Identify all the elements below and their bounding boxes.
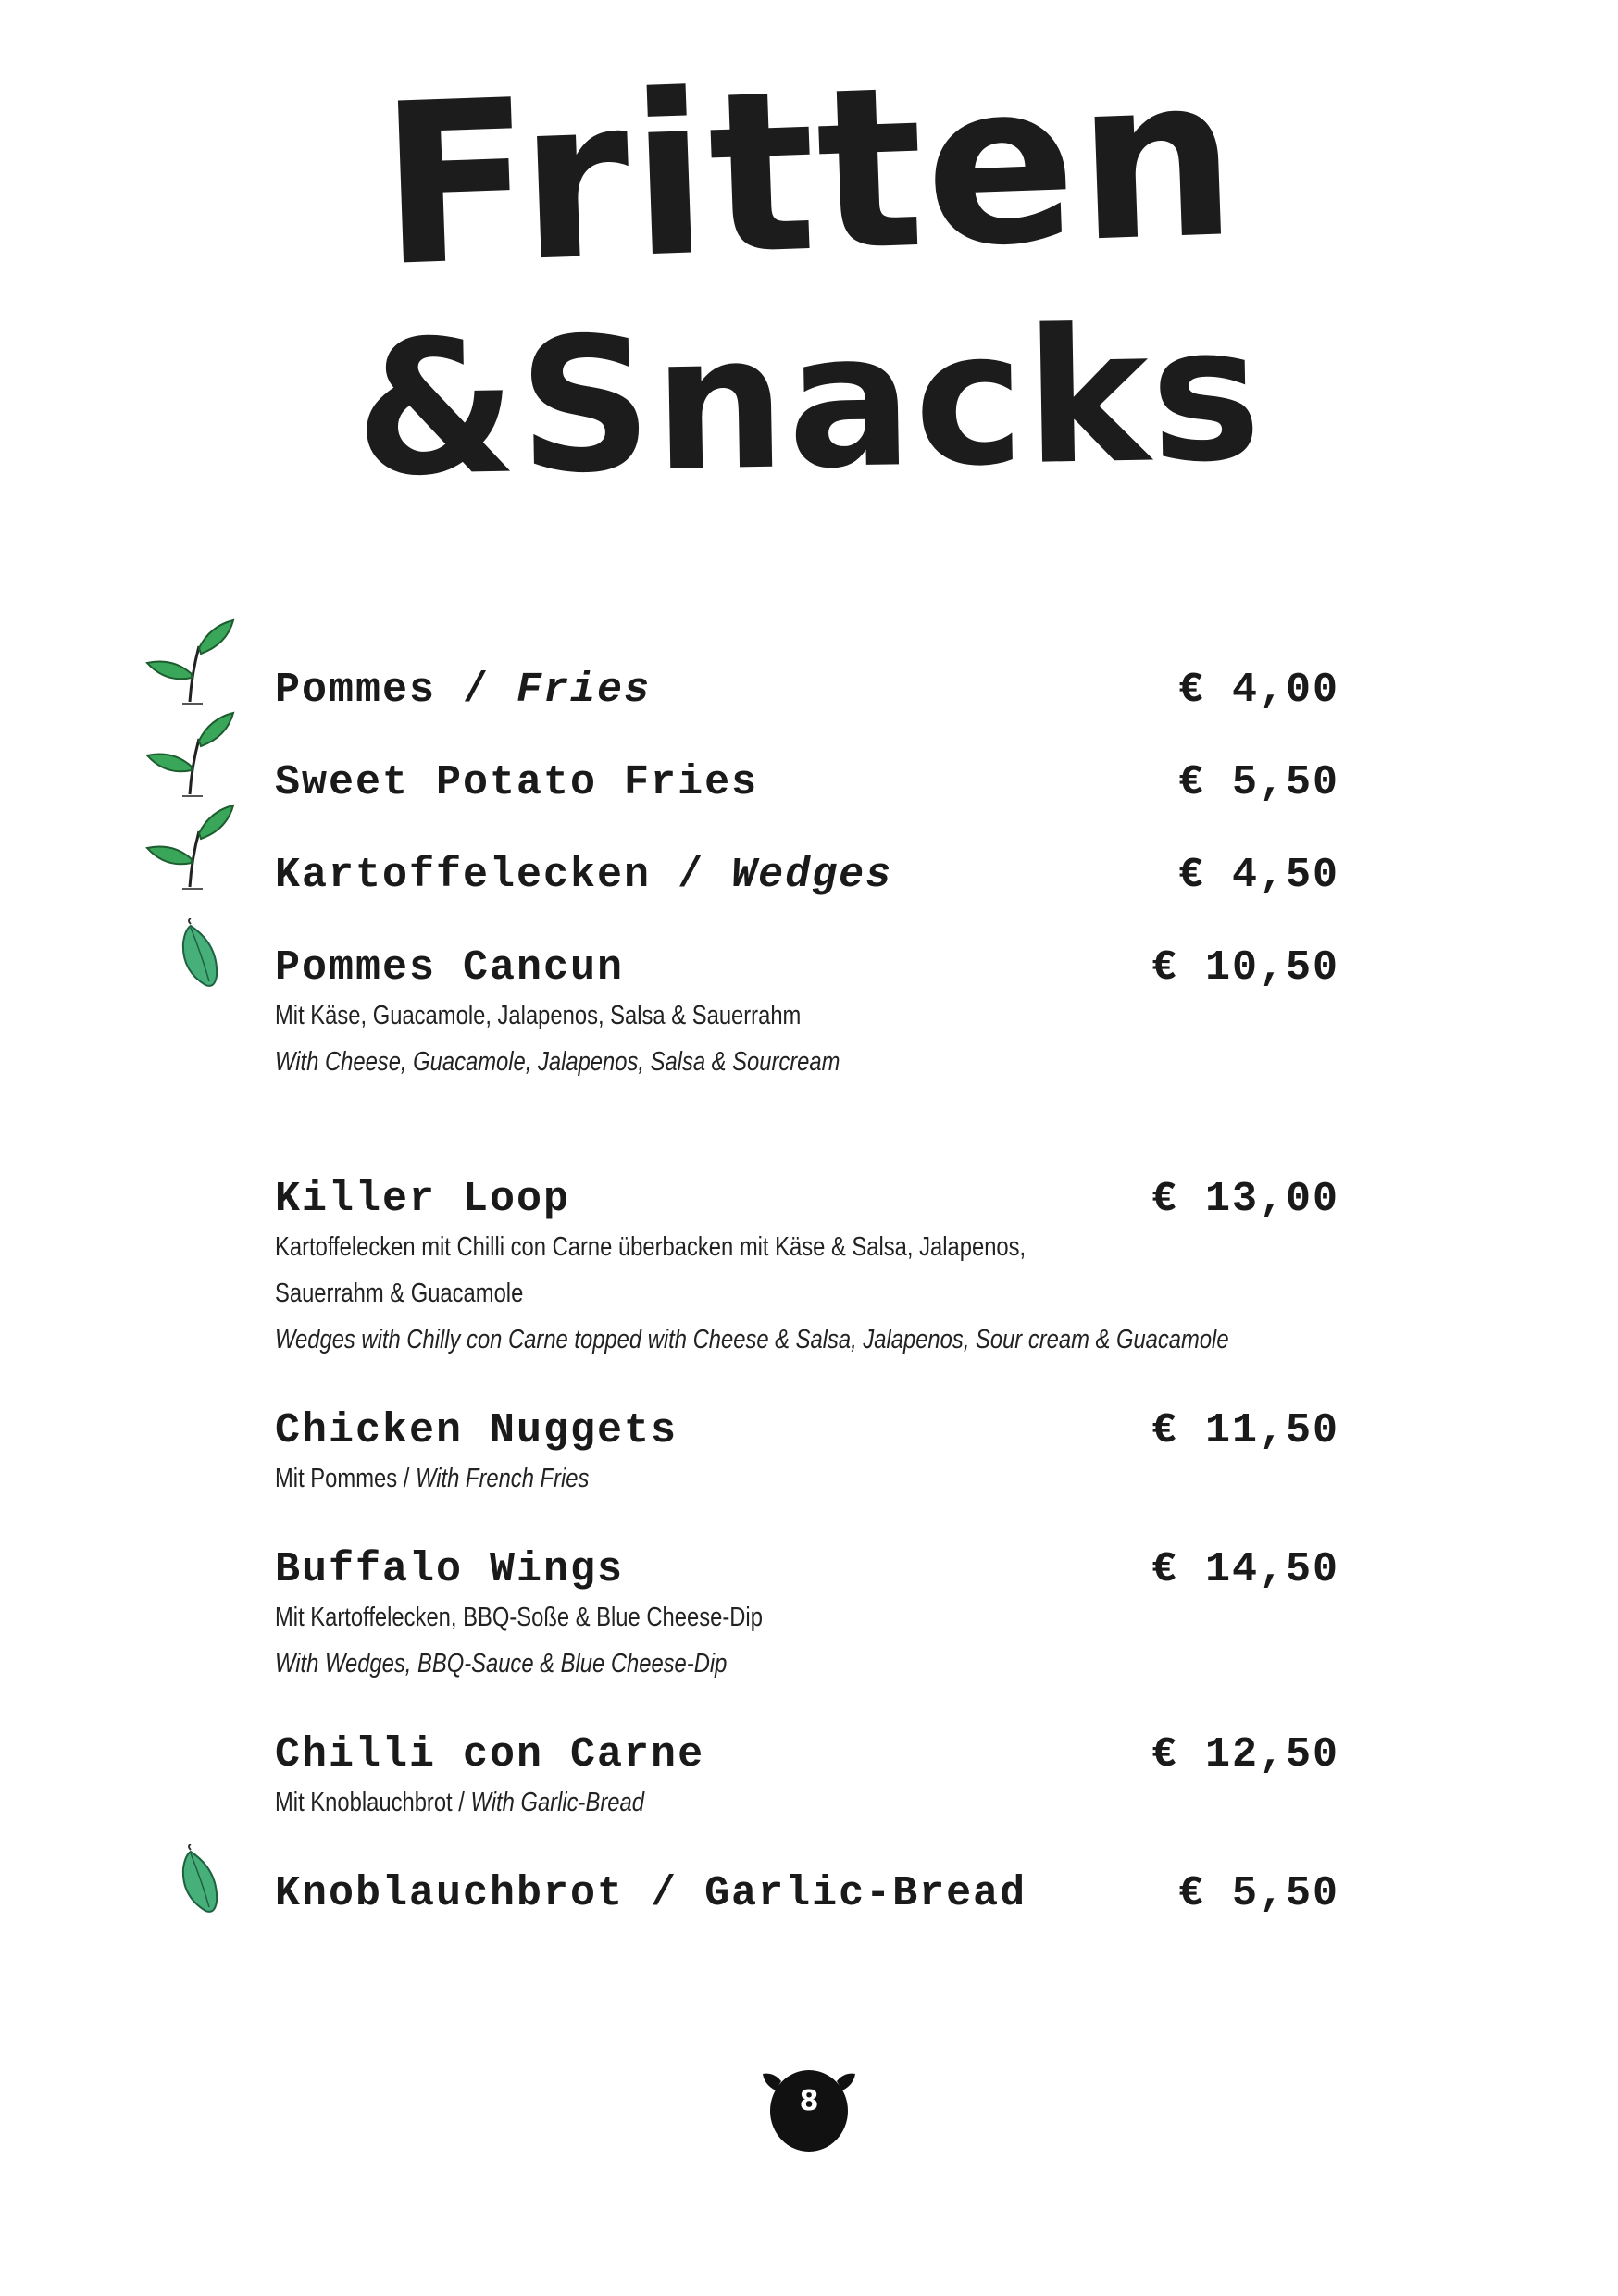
menu-item	[275, 852, 1339, 944]
item-name: Chicken Nuggets	[275, 1407, 678, 1454]
item-price: € 5,50	[1177, 759, 1339, 806]
menu-item	[275, 944, 1339, 1176]
item-description-de: Kartoffelecken mit Chilli con Carne überbacken mit Käse & Salsa, Jalapenos,	[275, 1232, 1027, 1262]
item-price: € 13,00	[1151, 1176, 1339, 1223]
sprout-icon	[145, 618, 238, 711]
item-price: € 4,50	[1177, 852, 1339, 899]
menu-item	[275, 759, 1339, 852]
leaf-icon	[178, 1844, 222, 1916]
item-description-de: Mit Kartoffelecken, BBQ-Soße & Blue Cheese-Dip	[275, 1603, 763, 1632]
item-price: € 11,50	[1151, 1407, 1339, 1454]
item-description-en: Wedges with Chilly con Carne topped with Cheese & Salsa, Jalapenos, Sour cream & Guacamole	[275, 1325, 1229, 1354]
item-price: € 5,50	[1177, 1870, 1339, 1917]
item-name: Sweet Potato Fries	[275, 759, 759, 806]
page-title-line-2: &Snacks	[353, 286, 1265, 518]
item-description-en: With Wedges, BBQ-Sauce & Blue Cheese-Dip	[275, 1649, 728, 1678]
item-price: € 12,50	[1151, 1731, 1339, 1778]
page-title-line-1: Fritten	[376, 26, 1242, 317]
item-price: € 14,50	[1151, 1546, 1339, 1593]
item-name: Kartoffelecken / Wedges	[275, 852, 893, 899]
menu-list	[275, 667, 1339, 1918]
menu-item	[275, 1176, 1339, 1407]
leaf-icon	[178, 918, 222, 991]
item-name: Killer Loop	[275, 1176, 571, 1223]
item-description-en: With Cheese, Guacamole, Jalapenos, Salsa & Sourcream	[275, 1047, 840, 1077]
menu-item	[275, 1407, 1339, 1546]
item-price: € 4,00	[1177, 667, 1339, 714]
page-number-badge	[757, 2057, 861, 2161]
item-name: Pommes Cancun	[275, 944, 625, 992]
menu-item	[275, 667, 1339, 759]
item-description-de: Sauerrahm & Guacamole	[275, 1279, 524, 1308]
item-description-de: Mit Käse, Guacamole, Jalapenos, Salsa & Sauerrahm	[275, 1001, 802, 1030]
menu-item	[275, 1546, 1339, 1731]
sprout-icon	[145, 804, 238, 896]
item-name: Buffalo Wings	[275, 1546, 625, 1593]
menu-item	[275, 1731, 1339, 1870]
item-name: Pommes / Fries	[275, 667, 652, 714]
item-price: € 10,50	[1151, 944, 1339, 992]
menu-item	[275, 1870, 1339, 1918]
page-number: 8	[799, 2085, 819, 2117]
item-description: Mit Knoblauchbrot / With Garlic-Bread	[275, 1788, 644, 1817]
item-name: Knoblauchbrot / Garlic-Bread	[275, 1870, 1027, 1917]
item-description: Mit Pommes / With French Fries	[275, 1464, 590, 1493]
item-name: Chilli con Carne	[275, 1731, 705, 1778]
sprout-icon	[145, 711, 238, 804]
